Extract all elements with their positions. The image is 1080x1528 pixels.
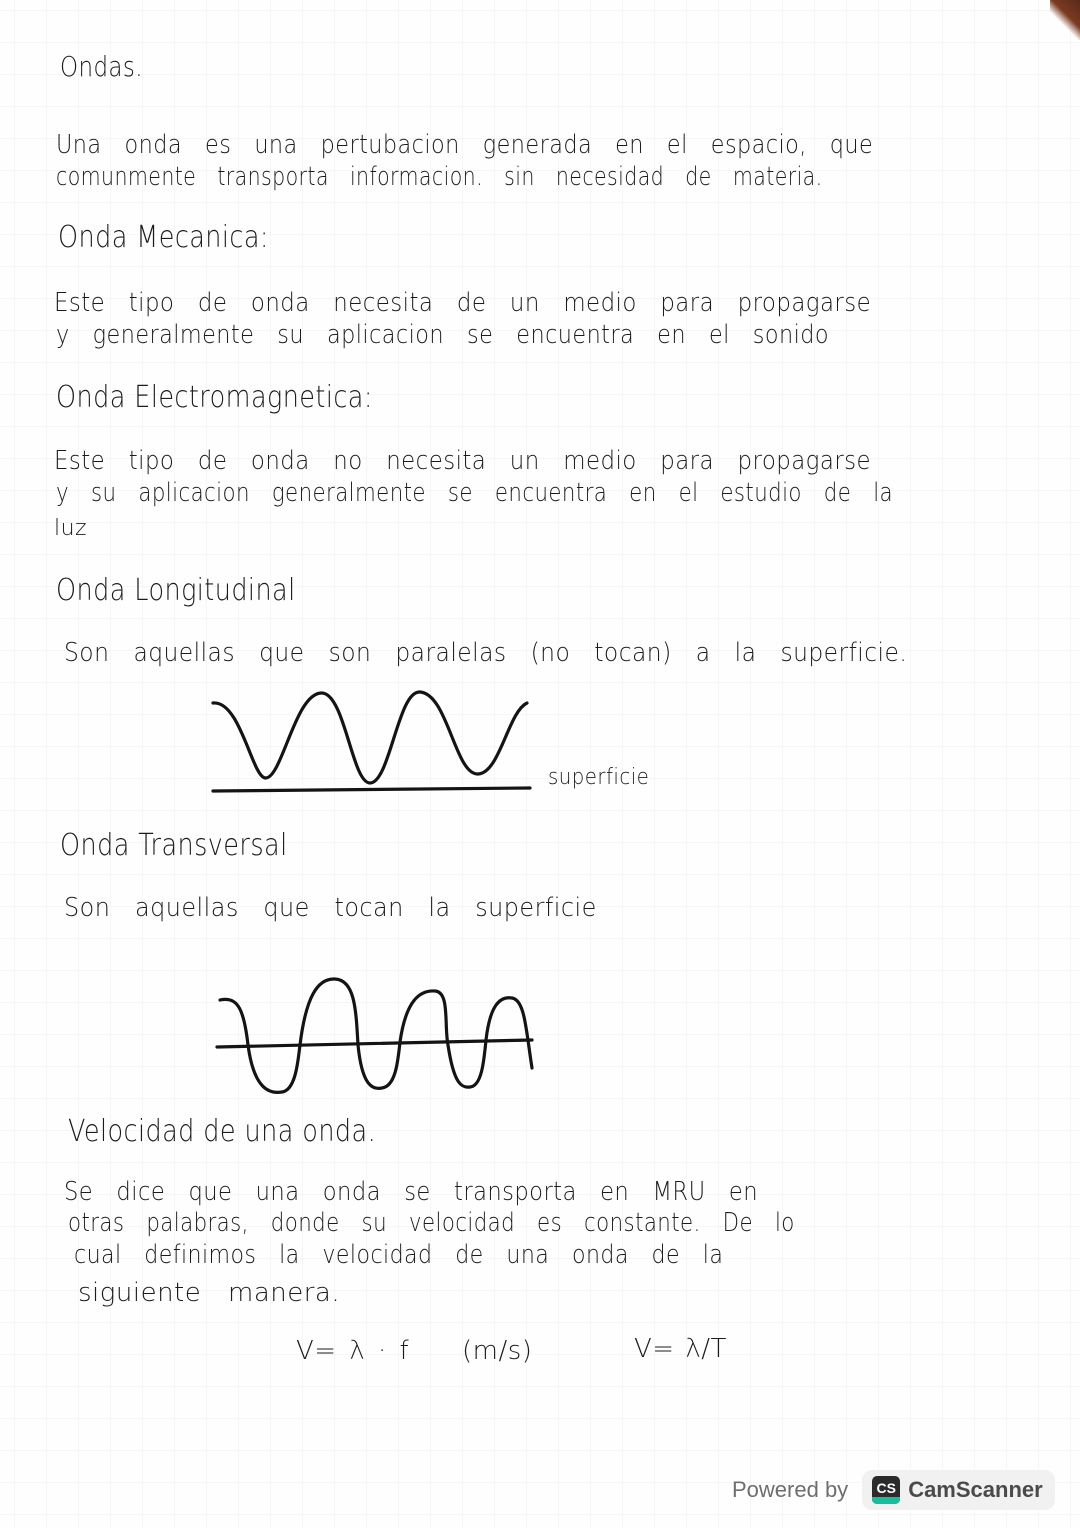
transverse-wave-curve	[220, 979, 532, 1092]
camscanner-badge[interactable]	[862, 1470, 1055, 1510]
velocidad-line-4: siguiente manera.	[78, 1278, 341, 1308]
formula-velocity-period: V= λ/T	[634, 1334, 727, 1364]
intro-line-1: Una onda es una pertubacion generada en el espacio, que	[56, 130, 874, 160]
formula-units: (m/s)	[462, 1336, 533, 1366]
velocidad-line-2: otras palabras, donde su velocidad es constante. De lo	[68, 1208, 795, 1238]
surface-line	[213, 788, 530, 791]
electromagnetica-line-1: Este tipo de onda no necesita un medio para propagarse	[54, 446, 872, 476]
longitudinal-line-1: Son aquellas que son paralelas (no tocan) a la superficie.	[64, 638, 908, 668]
heading-velocidad: Velocidad de una onda.	[68, 1114, 377, 1149]
longitudinal-wave-curve	[213, 692, 527, 783]
camscanner-logo-icon: CS	[872, 1476, 900, 1504]
heading-onda-mecanica: Onda Mecanica:	[58, 220, 269, 255]
formula-velocity-frequency: V= λ · f	[296, 1336, 410, 1366]
electromagnetica-line-2: y su aplicacion generalmente se encuentra en el estudio de la	[56, 478, 894, 508]
intro-line-2: comunmente transporta informacion. sin necesidad de materia.	[56, 162, 823, 192]
page-title: Ondas.	[60, 50, 143, 83]
camscanner-brand-name: CamScanner	[908, 1477, 1043, 1502]
electromagnetica-line-3: luz	[54, 516, 88, 541]
surface-label: superficie	[548, 765, 650, 790]
velocidad-line-1: Se dice que una onda se transporta en MRU en	[64, 1177, 758, 1207]
heading-onda-electromagnetica: Onda Electromagnetica:	[56, 380, 373, 415]
transversal-line-1: Son aquellas que tocan la superficie	[64, 893, 597, 923]
velocidad-line-3: cual definimos la velocidad de una onda de la	[74, 1240, 724, 1270]
heading-onda-longitudinal: Onda Longitudinal	[56, 573, 296, 608]
mecanica-line-1: Este tipo de onda necesita de un medio para propagarse	[54, 288, 872, 318]
heading-onda-transversal: Onda Transversal	[60, 828, 288, 863]
mecanica-line-2: y generalmente su aplicacion se encuentra en el sonido	[56, 320, 829, 350]
camscanner-watermark	[732, 1468, 1055, 1512]
powered-by-label: Powered by	[732, 1477, 849, 1502]
